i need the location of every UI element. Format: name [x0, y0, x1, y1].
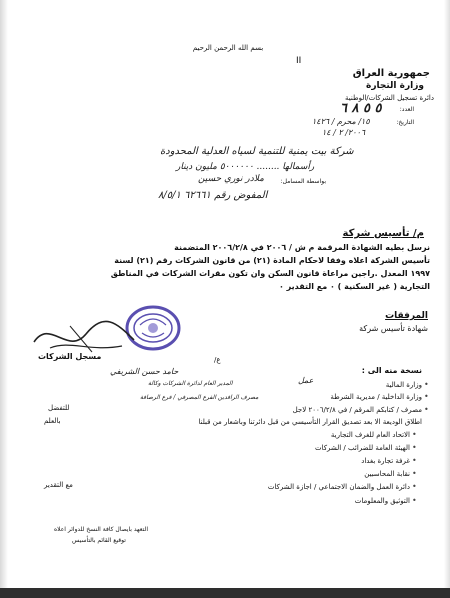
scan-edge-right — [444, 0, 450, 598]
margin-note-3: مع التقدير — [44, 481, 73, 489]
copies-item-10: التوثيق والمعلومات — [354, 497, 410, 505]
addressee-capital: رأسمالها ........ ٥٠٠٠٠٠٠ مليون دينار — [176, 162, 315, 172]
copies-label: نسخة منه الى : — [361, 366, 422, 375]
copies-item-1: وزارة المالية — [385, 381, 422, 389]
authorized-person: المفوض رقم ٦٢٦٦١ ٨/٥/١ — [158, 190, 268, 201]
margin-note-1: للتفضل — [48, 404, 70, 412]
bullet: • — [412, 430, 417, 439]
margin-note-2: بالعلم — [44, 417, 61, 425]
attachments-label: المرفقات — [385, 311, 428, 321]
bullet: • — [424, 392, 429, 401]
bullet: • — [424, 405, 429, 414]
body-line-3: ١٩٩٧ المعدل .راجين مراعاة قانون السكن وان تكون مقرات الشركات في المناطق — [110, 269, 430, 278]
addressee-company: شركة بيت يمنية للتنمية لسياه العدلية المحدودة — [160, 146, 354, 157]
body-line-4: التجارية ( غير السكنية ) ٠ مع التقدير ٠ — [278, 282, 430, 291]
republic-heading: جمهورية العراق — [352, 68, 430, 79]
body-line-1: نرسل بطيه الشهادة المرقمة م ش / ٢٠٠٦ في ٢٠٠٦/٢/٨ المتضمنة — [174, 243, 430, 252]
document-date-hijri: ١٥/ محرم / ١٤٢٦ — [312, 117, 370, 126]
via-label: بواسطة المسامل: — [280, 178, 326, 185]
copies-hand-ministry: عمل — [298, 376, 314, 385]
scan-edge-left — [0, 0, 8, 598]
bullet: • — [412, 443, 417, 452]
footer-line-1: التعهد بايصال كافة النسخ للدوائر اعلاه — [54, 526, 148, 533]
copies-hand-notes: مصرف الرافدين الفرع المصرفي / فرع الرصافة — [140, 394, 259, 401]
department-heading: دائرة تسجيل الشركات/الوطنية — [345, 94, 434, 102]
copies-item-8: نقابة المحاسبين — [364, 470, 410, 478]
copies-item-5: الاتحاد العام للغرف التجارية — [330, 431, 410, 439]
document-date-gregorian: ٢٠٠٦/ ٢ / ١٤ — [322, 128, 366, 137]
copies-item-3: مصرف / كتابكم المرقم / في ٢٠٠٦/٢/٨ لاجل — [292, 406, 422, 414]
number-label: العدد: — [399, 106, 414, 113]
bullet: • — [412, 456, 417, 465]
document-number: ٥ ٥ ٨ ٦ — [340, 101, 382, 116]
scan-bottom-edge — [0, 588, 450, 598]
registrar-title-prefix: ع/ — [214, 356, 221, 364]
registrar-title: مسجل الشركات — [38, 352, 102, 361]
bullet: • — [412, 469, 417, 478]
footer-line-2: توقيع القائم بالتأسيس — [72, 537, 126, 544]
bullet: • — [412, 482, 417, 491]
subject-line: م/ تأسيس شركة — [342, 228, 424, 239]
copies-item-7: غرفة تجارة بغداد — [361, 457, 410, 465]
date-label: التاريخ: — [396, 119, 414, 126]
bullet: • — [424, 380, 429, 389]
copies-item-2: وزارة الداخلية / مديرية الشرطة — [330, 393, 422, 401]
copies-item-4: اطلاق الوديعة الا بعد تصديق القرار التأسيسي من قبل دائرتنا وباشعار من قبلنا — [198, 418, 422, 426]
basmala: بسم الله الرحمن الرحيم — [192, 44, 264, 52]
registrar-handwritten-note: المدير العام لدائرة الشركات وكالة — [148, 380, 233, 387]
via-name: ملادر نوري حسين — [198, 174, 264, 184]
ministry-heading: وزارة التجارة — [366, 81, 424, 91]
attachments-item: شهادة تأسيس شركة — [359, 324, 428, 333]
body-line-2: تأسيس الشركة اعلاه وفقا لاحكام المادة (٢١) من قانون الشركات رقم (٢١) لسنة — [114, 256, 430, 265]
scan-mark: II — [296, 56, 302, 66]
copies-item-9: دائرة العمل والضمان الاجتماعي / اجازة الشركات — [267, 483, 410, 491]
copies-item-6: الهيئة العامة للضرائب / الشركات — [314, 444, 410, 452]
bullet: • — [412, 496, 417, 505]
registrar-handwritten-name: حامد حسن الشريفي — [110, 367, 179, 376]
